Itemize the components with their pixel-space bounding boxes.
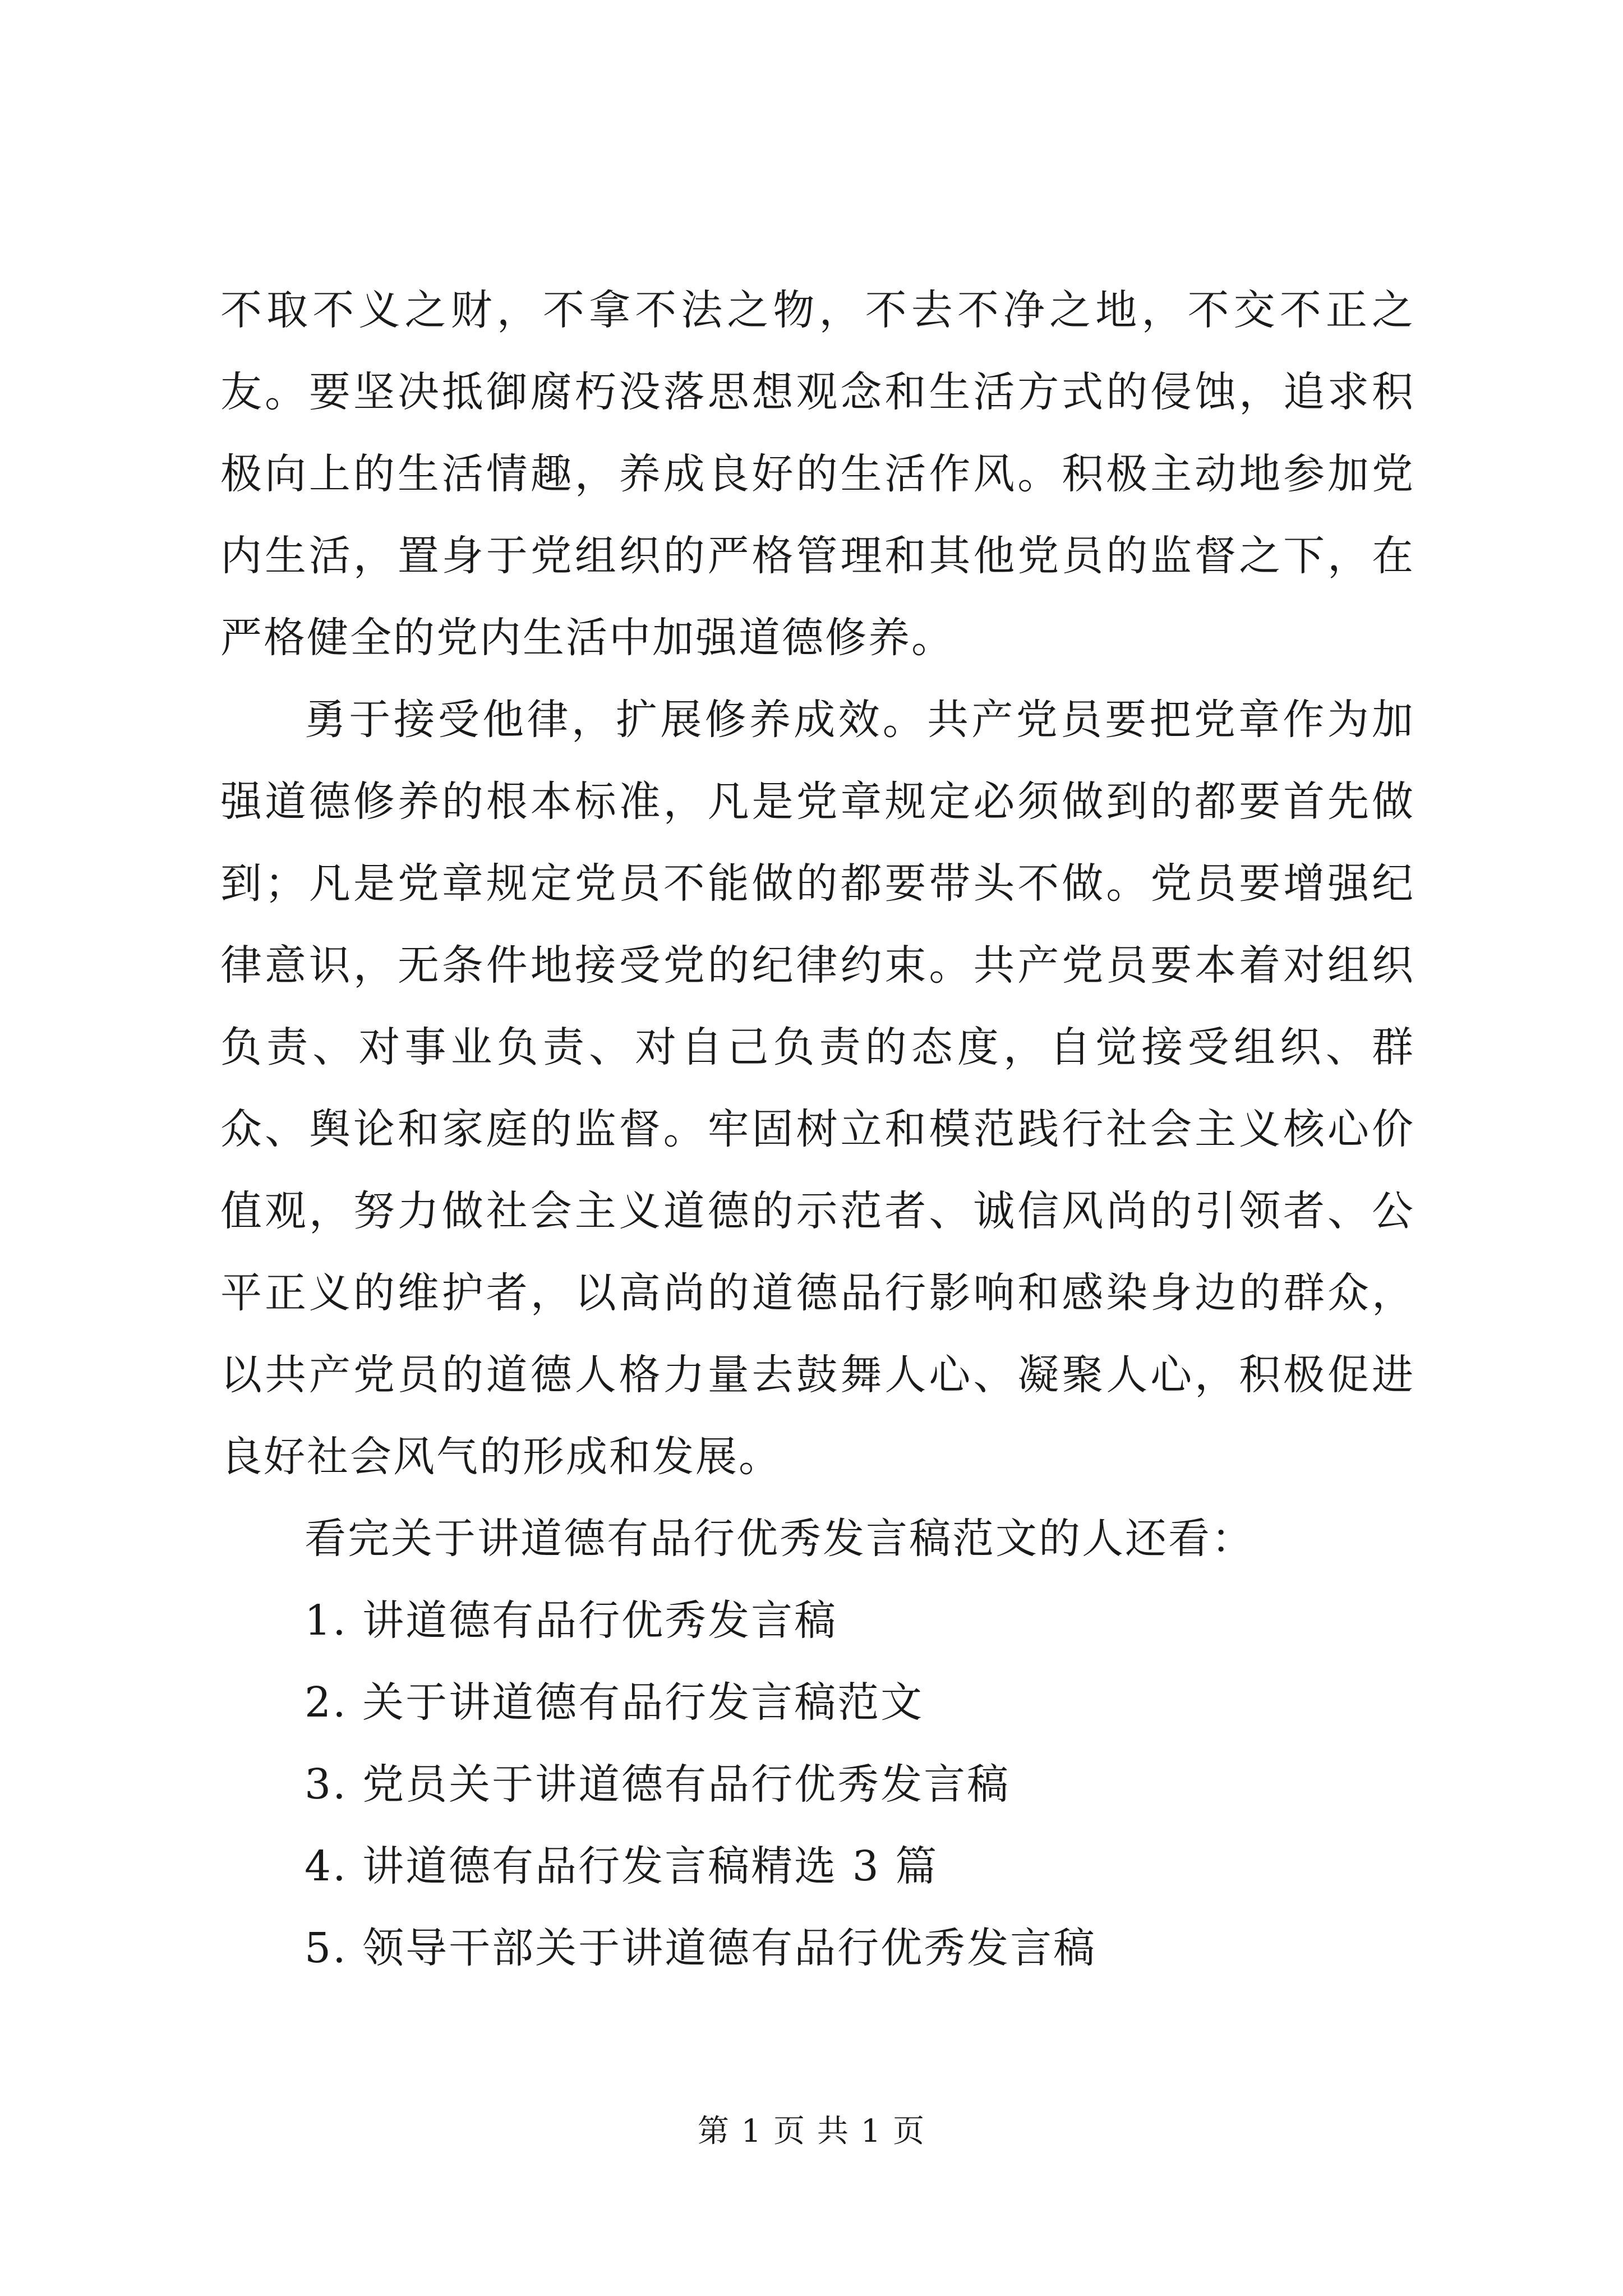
document-body <box>220 269 1415 1989</box>
related-list <box>220 1580 1415 1989</box>
related-item-2[interactable]: 2. 关于讲道德有品行发言稿范文 <box>305 1678 924 1727</box>
related-item-5[interactable]: 5. 领导干部关于讲道德有品行优秀发言稿 <box>305 1924 1097 1972</box>
related-heading: 看完关于讲道德有品行优秀发言稿范文的人还看： <box>305 1515 1255 1563</box>
page-footer: 第 1 页 共 1 页 <box>697 2113 926 2150</box>
related-item-1[interactable]: 1. 讲道德有品行优秀发言稿 <box>305 1596 838 1645</box>
paragraph-2: 勇于接受他律，扩展修养成效。共产党员要把党章作为加强道德修养的根本标准，凡是党章规定必须做到的都要首先做到；凡是党章规定党员不能做的都要带头不做。党员要增强纪律意识，无条件地接受党的纪律约束。共产党员要本着对组织负责、对事业负责、对自己负责的态度，自觉接受组织、群众、舆论和家庭的监督。牢固树立和模范践行社会主义核心价值观，努力做社会主义道德的示范者、诚信风尚的引领者、公平正义的维护者，以高尚的道德品行影响和感染身边的群众，以共产党员的道德人格力量去鼓舞人心、凝聚人心，积极促进良好社会风气的形成和发展。 <box>220 696 1415 1481</box>
paragraph-1: 不取不义之财，不拿不法之物，不去不净之地，不交不正之友。要坚决抵御腐朽没落思想观念和生活方式的侵蚀，追求积极向上的生活情趣，养成良好的生活作风。积极主动地参加党内生活，置身于党组织的严格管理和其他党员的监督之下，在严格健全的党内生活中加强道德修养。 <box>220 286 1415 662</box>
related-item-4[interactable]: 4. 讲道德有品行发言稿精选 3 篇 <box>305 1842 939 1890</box>
related-item-3[interactable]: 3. 党员关于讲道德有品行优秀发言稿 <box>305 1760 1011 1809</box>
